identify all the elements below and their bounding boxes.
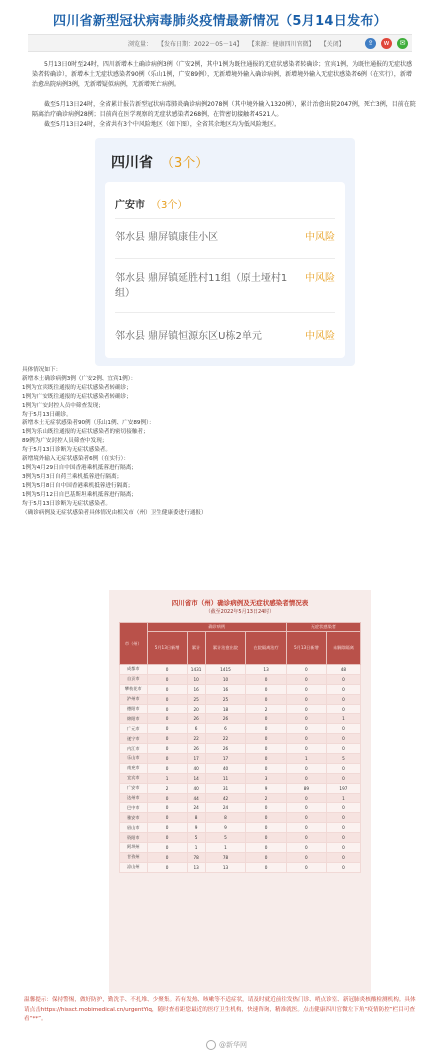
table-cell: 0 xyxy=(246,763,287,773)
table-cell-city: 南充市 xyxy=(120,763,148,773)
table-row xyxy=(120,744,361,754)
table-cell: 0 xyxy=(286,833,326,843)
table-cell: 3 xyxy=(246,773,287,783)
province-count: （3个） xyxy=(161,156,209,171)
table-cell-city: 阿坝州 xyxy=(120,843,148,853)
table-cell: 1 xyxy=(147,773,187,783)
table-cell: 0 xyxy=(246,674,287,684)
table-cell: 0 xyxy=(147,843,187,853)
case-table-panel xyxy=(109,590,371,993)
table-cell: 10 xyxy=(187,674,205,684)
case-details xyxy=(22,366,322,517)
table-cell: 78 xyxy=(187,852,205,862)
table-cell: 0 xyxy=(286,813,326,823)
table-cell: 0 xyxy=(147,744,187,754)
table-cell-city: 凉山州 xyxy=(120,862,148,872)
table-cell: 6 xyxy=(187,724,205,734)
table-cell: 0 xyxy=(147,674,187,684)
table-cell: 44 xyxy=(187,793,205,803)
table-cell: 14 xyxy=(187,773,205,783)
table-cell-city: 达州市 xyxy=(120,793,148,803)
col-header: 5月13日新增 xyxy=(286,632,326,665)
risk-level: 中风险 xyxy=(305,273,335,284)
table-cell: 40 xyxy=(187,763,205,773)
table-cell: 0 xyxy=(246,833,287,843)
table-cell: 1 xyxy=(286,754,326,764)
table-cell-city: 成都市 xyxy=(120,665,148,675)
table-row xyxy=(120,793,361,803)
table-row xyxy=(120,684,361,694)
table-cell: 10 xyxy=(205,674,246,684)
close-link[interactable]: 【关闭】 xyxy=(320,40,345,48)
table-cell: 0 xyxy=(286,744,326,754)
watermark xyxy=(206,1040,247,1050)
table-cell: 1 xyxy=(326,714,360,724)
detail-line: 1例为宜宾既往通报的无症状感染者转确诊； xyxy=(22,384,132,391)
city-count: （3个） xyxy=(151,200,188,211)
table-cell: 0 xyxy=(147,724,187,734)
table-cell: 0 xyxy=(246,734,287,744)
table-cell: 9 xyxy=(187,823,205,833)
table-cell-city: 广安市 xyxy=(120,783,148,793)
paragraph-totals: 截至5月13日24时，全省累计报告新型冠状病毒肺炎确诊病例2078例（其中境外输入1320例），累计治愈出院2047例，死亡3例，目前在院隔离治疗确诊病例28例；目前尚在医学观察的无症状感染者268例，在管密切接触者4521人。 xyxy=(32,101,416,118)
table-cell: 0 xyxy=(147,665,187,675)
table-row xyxy=(120,665,361,675)
table-cell: 0 xyxy=(286,843,326,853)
table-cell: 16 xyxy=(205,684,246,694)
table-cell: 0 xyxy=(246,744,287,754)
table-cell: 9 xyxy=(246,783,287,793)
detail-line: （确诊病例及无症状感染者具体情况由相关市（州）卫生健康委进行通报） xyxy=(22,509,207,516)
table-cell: 16 xyxy=(187,684,205,694)
table-cell: 0 xyxy=(246,724,287,734)
table-cell: 0 xyxy=(326,862,360,872)
table-cell: 89 xyxy=(286,783,326,793)
table-cell: 0 xyxy=(286,862,326,872)
detail-line: 新增境外输入无症状感染者6例（在实行）： xyxy=(22,456,130,463)
table-row xyxy=(120,783,361,793)
detail-line: 1例为5月8日自中国香港乘机抵蓉进行隔离； xyxy=(22,482,134,489)
table-cell: 0 xyxy=(286,724,326,734)
table-cell: 22 xyxy=(187,734,205,744)
table-cell: 0 xyxy=(246,862,287,872)
table-row xyxy=(120,813,361,823)
table-cell: 42 xyxy=(205,793,246,803)
wechat-icon[interactable]: ✉ xyxy=(397,38,408,49)
table-cell: 20 xyxy=(187,704,205,714)
table-cell: 0 xyxy=(326,833,360,843)
table-cell: 0 xyxy=(286,823,326,833)
table-cell: 0 xyxy=(326,744,360,754)
table-row xyxy=(120,754,361,764)
table-cell: 0 xyxy=(246,852,287,862)
table-cell: 22 xyxy=(205,734,246,744)
table-cell: 0 xyxy=(326,843,360,853)
table-body xyxy=(120,665,361,873)
table-cell: 0 xyxy=(147,823,187,833)
table-cell: 13 xyxy=(187,862,205,872)
table-cell: 0 xyxy=(286,684,326,694)
table-cell: 24 xyxy=(205,803,246,813)
table-cell: 8 xyxy=(205,813,246,823)
table-cell: 0 xyxy=(286,665,326,675)
table-cell: 26 xyxy=(205,744,246,754)
table-cell: 0 xyxy=(326,803,360,813)
table-cell: 6 xyxy=(205,724,246,734)
table-row xyxy=(120,843,361,853)
table-row xyxy=(120,833,361,843)
table-cell: 0 xyxy=(246,714,287,724)
province-heading: 四川省 （3个） xyxy=(111,155,209,171)
table-row xyxy=(120,694,361,704)
risk-area-card xyxy=(95,138,355,366)
table-cell-city: 雅安市 xyxy=(120,813,148,823)
table-cell: 48 xyxy=(326,665,360,675)
detail-line: 均于5月13日诊断为无症状感染者。 xyxy=(22,447,111,454)
table-cell: 1431 xyxy=(187,665,205,675)
table-cell: 0 xyxy=(147,852,187,862)
table-cell: 0 xyxy=(246,823,287,833)
watermark-logo-icon xyxy=(206,1040,216,1050)
table-cell: 0 xyxy=(286,694,326,704)
table-cell-city: 自贡市 xyxy=(120,674,148,684)
table-cell: 0 xyxy=(326,823,360,833)
detail-line: 1例为广安封控人员中筛查发现； xyxy=(22,402,104,409)
page-title: 四川省新型冠状病毒肺炎疫情最新情况（5月14日发布） xyxy=(53,14,387,29)
col-header: 未解除隔离 xyxy=(326,632,360,665)
col-header: 累计 xyxy=(187,632,205,665)
table-cell: 25 xyxy=(187,694,205,704)
table-cell: 0 xyxy=(286,793,326,803)
table-cell: 2 xyxy=(147,783,187,793)
risk-area-row xyxy=(115,312,335,353)
table-cell: 0 xyxy=(147,714,187,724)
city-panel xyxy=(105,182,345,358)
table-cell: 0 xyxy=(246,684,287,694)
table-cell: 0 xyxy=(147,813,187,823)
table-subtitle: （截至2022年5月13日24时） xyxy=(205,609,275,615)
publish-date: 【发布日期：2022－05－14】 xyxy=(158,40,243,48)
case-table xyxy=(119,622,361,873)
table-cell: 0 xyxy=(246,803,287,813)
table-cell-city: 宜宾市 xyxy=(120,773,148,783)
risk-area-row xyxy=(115,258,335,311)
table-cell: 197 xyxy=(326,783,360,793)
table-cell-city: 眉山市 xyxy=(120,823,148,833)
table-cell: 0 xyxy=(326,674,360,684)
table-row xyxy=(120,862,361,872)
table-cell: 13 xyxy=(205,862,246,872)
table-cell: 0 xyxy=(147,793,187,803)
table-cell: 13 xyxy=(246,665,287,675)
table-cell: 0 xyxy=(147,754,187,764)
table-title: 四川省市（州）确诊病例及无症状感染者情况表 xyxy=(171,599,309,607)
table-row xyxy=(120,803,361,813)
table-cell: 0 xyxy=(286,734,326,744)
group-confirmed: 确诊病例 xyxy=(147,623,286,632)
table-cell-city: 德阳市 xyxy=(120,704,148,714)
table-cell: 0 xyxy=(326,773,360,783)
table-cell: 5 xyxy=(326,754,360,764)
table-cell: 1 xyxy=(326,793,360,803)
table-cell: 0 xyxy=(326,694,360,704)
table-cell: 2 xyxy=(246,704,287,714)
table-cell: 0 xyxy=(326,704,360,714)
table-cell: 5 xyxy=(205,833,246,843)
table-cell-city: 泸州市 xyxy=(120,694,148,704)
table-cell: 0 xyxy=(286,714,326,724)
table-cell: 0 xyxy=(326,734,360,744)
table-row xyxy=(120,763,361,773)
table-cell: 17 xyxy=(205,754,246,764)
table-cell: 1 xyxy=(187,843,205,853)
table-cell: 0 xyxy=(147,862,187,872)
table-cell: 31 xyxy=(205,783,246,793)
table-cell: 25 xyxy=(205,694,246,704)
table-cell: 40 xyxy=(187,783,205,793)
table-cell: 0 xyxy=(286,674,326,684)
watermark-text: @新华网 xyxy=(219,1041,247,1049)
paragraph-summary: 5月13日0时至24时，四川新增本土确诊病例3例（广安2例，其中1例为既往通报的无症状感染者转确诊；宜宾1例，为既往通报的无症状感染者转确诊），新增本土无症状感染者90例（乐山1例，广安89例），无新增境外输入确诊病例，新增境外输入无症状感染者6例（在实行），新增治愈出院病例3例，无新增疑似病例，无新增死亡病例。 xyxy=(32,61,413,88)
table-cell: 0 xyxy=(147,734,187,744)
table-cell: 0 xyxy=(326,684,360,694)
area-address: 邻水县 鼎屏镇延胜村11组（原土垭村1组） xyxy=(115,273,288,299)
detail-line: 均于5月13日诊断为无症状感染者。 xyxy=(22,500,111,507)
table-cell: 18 xyxy=(205,704,246,714)
table-cell-city: 资阳市 xyxy=(120,833,148,843)
table-cell: 0 xyxy=(286,803,326,813)
meta-bar xyxy=(28,34,412,52)
table-cell: 0 xyxy=(246,754,287,764)
detail-line: 1例为广安既往通报的无症状感染者转确诊； xyxy=(22,393,132,400)
table-cell-city: 绵阳市 xyxy=(120,714,148,724)
detail-line: 新增本土确诊病例3例（广安2例、宜宾1例）： xyxy=(22,375,137,382)
table-cell-city: 攀枝花市 xyxy=(120,684,148,694)
risk-level: 中风险 xyxy=(305,232,335,243)
table-cell: 0 xyxy=(147,763,187,773)
table-cell: 0 xyxy=(147,704,187,714)
detail-line: 新增本土无症状感染者90例（乐山1例、广安89例）： xyxy=(22,420,155,427)
detail-line: 1例为乐山既往通报的无症状感染者的密切接触者； xyxy=(22,429,149,436)
area-address: 邻水县 鼎屏镇康佳小区 xyxy=(115,232,219,243)
table-row xyxy=(120,704,361,714)
table-cell: 0 xyxy=(147,833,187,843)
table-cell: 0 xyxy=(246,843,287,853)
table-cell: 78 xyxy=(205,852,246,862)
table-cell-city: 内江市 xyxy=(120,744,148,754)
weibo-icon[interactable]: w xyxy=(381,38,392,49)
views-label: 浏览量： xyxy=(128,40,153,48)
table-cell-city: 广元市 xyxy=(120,724,148,734)
risk-level: 中风险 xyxy=(305,331,335,342)
table-cell: 40 xyxy=(205,763,246,773)
col-header: 累计治愈出院 xyxy=(205,632,246,665)
table-cell: 0 xyxy=(326,724,360,734)
table-cell-city: 巴中市 xyxy=(120,803,148,813)
table-cell: 26 xyxy=(205,714,246,724)
table-cell-city: 遂宁市 xyxy=(120,734,148,744)
table-cell: 5 xyxy=(187,833,205,843)
table-cell: 0 xyxy=(326,813,360,823)
source-label: 【来源：健康四川官微】 xyxy=(248,40,315,48)
table-cell: 0 xyxy=(147,694,187,704)
table-cell: 0 xyxy=(246,813,287,823)
table-row xyxy=(120,852,361,862)
city-heading: 广安市 （3个） xyxy=(115,200,188,211)
table-cell: 26 xyxy=(187,714,205,724)
table-cell: 2 xyxy=(246,793,287,803)
detail-line: 1例为4月29日自中国香港乘机抵蓉进行隔离； xyxy=(22,464,137,471)
table-row xyxy=(120,823,361,833)
share-icon[interactable]: ⇪ xyxy=(365,38,376,49)
table-cell-city: 乐山市 xyxy=(120,754,148,764)
table-cell: 0 xyxy=(286,704,326,714)
table-cell: 11 xyxy=(205,773,246,783)
detail-line: 89例为广安封控人员筛查中发现； xyxy=(22,438,108,445)
table-cell: 0 xyxy=(326,763,360,773)
area-address: 邻水县 鼎屏镇恒源东区U栋2单元 xyxy=(115,331,262,342)
table-cell: 1415 xyxy=(205,665,246,675)
detail-line: 3例为5月3日自荷兰乘机抵蓉进行隔离； xyxy=(22,473,123,480)
table-cell: 17 xyxy=(187,754,205,764)
table-cell: 0 xyxy=(286,773,326,783)
share-bar xyxy=(365,38,408,49)
table-row xyxy=(120,714,361,724)
table-row xyxy=(120,734,361,744)
detail-line: 具体情况如下： xyxy=(22,367,62,373)
table-cell: 0 xyxy=(326,852,360,862)
table-cell: 0 xyxy=(286,852,326,862)
table-cell: 0 xyxy=(246,694,287,704)
table-cell: 9 xyxy=(205,823,246,833)
table-row xyxy=(120,773,361,783)
table-row xyxy=(120,724,361,734)
table-cell: 0 xyxy=(286,763,326,773)
table-cell: 1 xyxy=(205,843,246,853)
col-city: 市（州） xyxy=(120,623,148,665)
warm-tips: 温馨提示：保持警惕，做好防护，勤洗手、不扎堆、少聚集。若有发热、咳嗽等不适症状，请及时就近前往发热门诊、哨点诊室、新冠肺炎核酸检测机构。具体请点击https://hissct.mobimedical.cn/urgentYiq，随时查看距您最近的医疗卫生机构，快速咨询，精准就医。点击健康四川官微左下角“疫情防控”栏目可查看“**”。 xyxy=(24,997,416,1023)
detail-line: 均于5月13日确诊。 xyxy=(22,411,72,418)
detail-line: 1例为5月12日自巴基斯坦乘机抵蓉进行隔离； xyxy=(22,491,137,498)
table-cell-city: 甘孜州 xyxy=(120,852,148,862)
table-cell: 24 xyxy=(187,803,205,813)
table-cell: 0 xyxy=(147,803,187,813)
table-row xyxy=(120,674,361,684)
table-cell: 26 xyxy=(187,744,205,754)
table-cell: 8 xyxy=(187,813,205,823)
paragraph-risk-areas: 截至5月13日24时，全省共有3个中风险地区（如下图），全省其余地区均为低风险地区。 xyxy=(44,121,280,128)
col-header: 5月13日新增 xyxy=(147,632,187,665)
col-header: 在院隔离治疗 xyxy=(246,632,287,665)
group-asymptomatic: 无症状感染者 xyxy=(286,623,360,632)
table-cell: 0 xyxy=(147,684,187,694)
